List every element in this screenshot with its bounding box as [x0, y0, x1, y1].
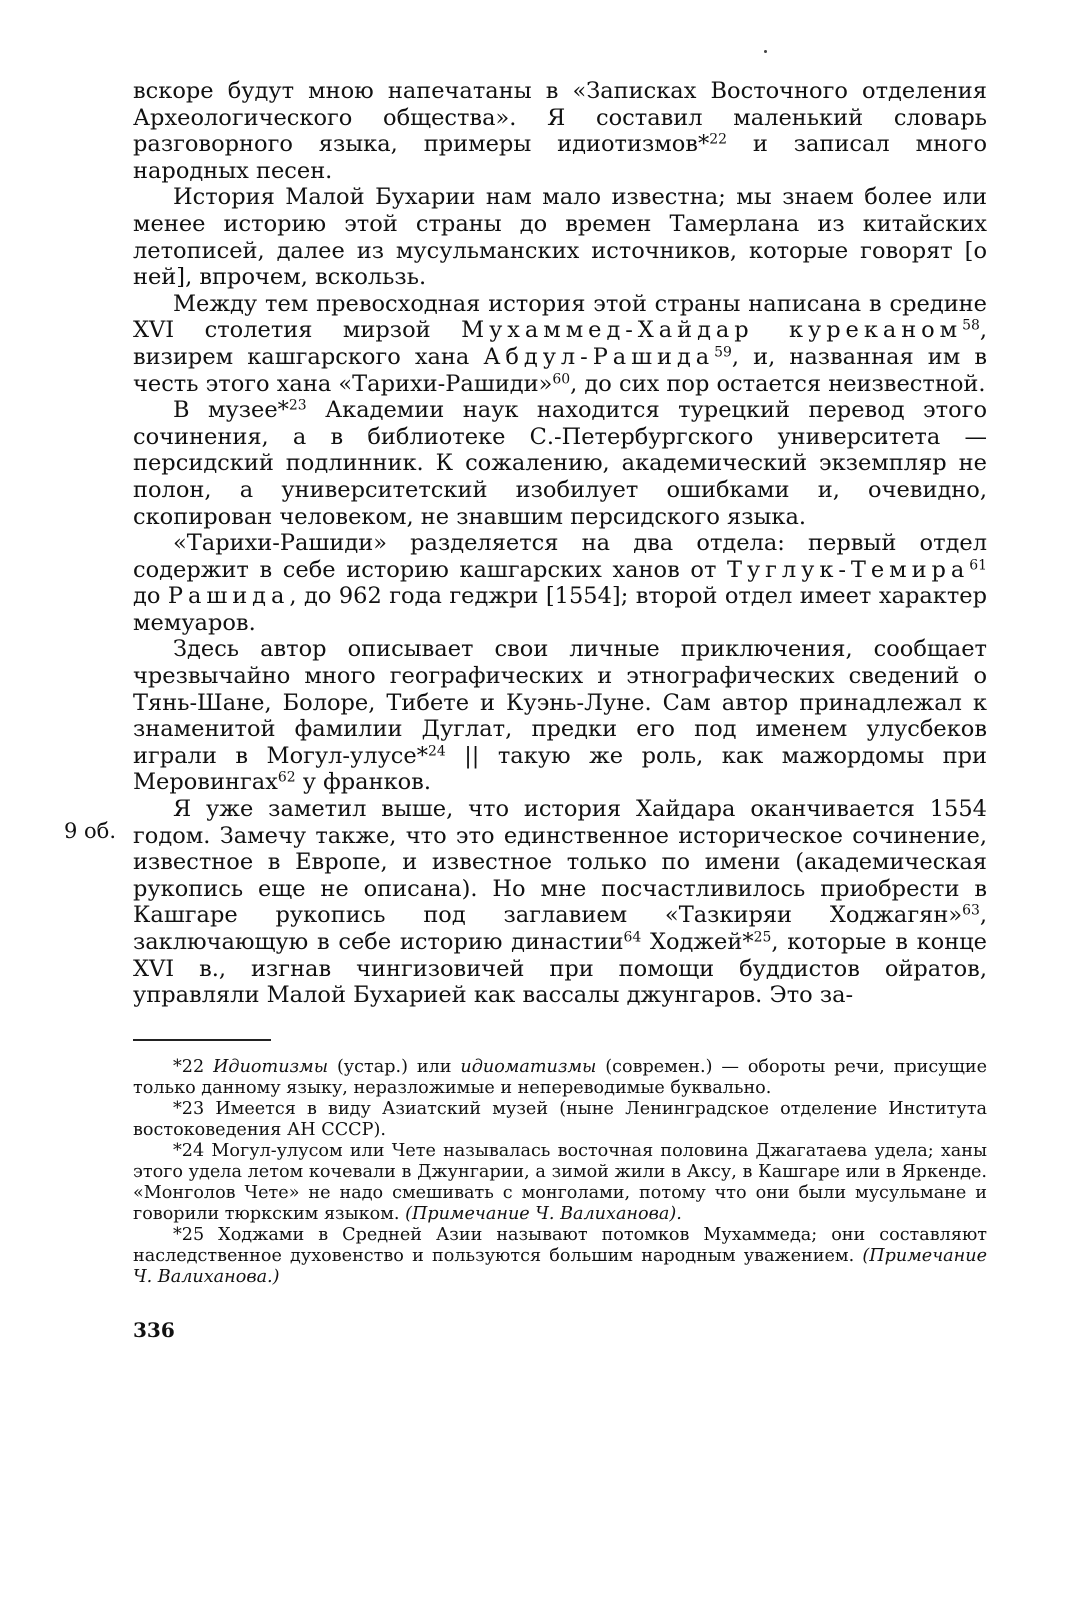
footnote-ref: 59 — [714, 344, 732, 361]
spaced-name: Мухаммед-Хайдар куреканом — [461, 317, 963, 344]
paragraph: Между тем превосходная история этой страны написана в средине XVI столетия мирзой Мухаммед-Хайдар куреканом$^{58}$, визирем кашгарского хана Абдул-Рашида$^{59}$, и, названная им в честь этого хана «Тарихи-Рашиди»$^{60}$, до сих пор остается неизвестной. — [133, 290, 988, 397]
footnote-mark: *25 — [173, 1224, 205, 1245]
footnote: *24 Могул-улусом или Чете называлась восточная половина Джагатаева удела; ханы этого удела летом кочевали в Джунгарии, а зимой жили в Аксу, в Кашгаре или в Яркенде. «Монголов Чете» не надо смешивать с монголами, потому что они были мусульмане и говорили тюркским языком. (Примечание Ч. Валиханова). — [133, 1140, 987, 1224]
paragraph: вскоре будут мною напечатаны в «Записках Восточного отделения Археологического общества». Я составил маленький словарь разговорного языка, примеры идиотизмов*$^{22}$ и записал много народных песен. — [133, 78, 987, 184]
footnote-ref: 61 — [969, 557, 987, 574]
footnote: *23 Имеется в виду Азиатский музей (ныне Ленинградское отделение Института востоковедения АН СССР). — [133, 1098, 987, 1140]
spaced-name: Рашида — [167, 583, 290, 610]
footnote-ref: 60 — [552, 370, 571, 387]
margin-note: 9 об. — [64, 819, 116, 843]
paragraph: История Малой Бухарии нам мало известна; мы знаем более или менее историю этой страны до времен Тамерлана из китайских летописей, далее из мусульманских источников, которые говорят [о ней], впрочем, вскользь. — [133, 184, 987, 291]
footnote-ref: 63 — [962, 902, 980, 919]
footnotes — [133, 1057, 987, 1288]
footnote-ref: 22 — [709, 131, 727, 148]
footnote-ref: 25 — [753, 929, 772, 946]
footnote-ref: 24 — [427, 743, 446, 760]
footnote-ref: 64 — [623, 929, 642, 946]
footnote-mark: *22 — [173, 1056, 205, 1077]
print-speck — [764, 50, 767, 53]
footnote-ref: 58 — [962, 317, 980, 334]
footnote-divider — [133, 1039, 271, 1041]
paragraph: Я уже заметил выше, что история Хайдара оканчивается 1554 годом. Замечу также, что это единственное историческое сочинение, известное в Европе, и известное только по имени (академическая рукопись еще не описана). Но мне посчастливилось приобрести в Кашгаре рукопись под заглавием «Тазкиряи Ходжагян»$^{63}$, заключающую в себе историю династии$^{64}$ Ходжей*$^{25}$, которые в конце XVI в., изгнав чингизовичей при помощи буддистов ойратов, управляли Малой Бухарией как вассалы джунгаров. Это за- — [133, 796, 987, 1009]
footnote-mark: *24 — [173, 1140, 205, 1161]
footnote: *25 Ходжами в Средней Азии называют потомков Мухаммеда; они составляют наследственное духовенство и пользуются большим народным уважением. (Примечание Ч. Валиханова.) — [133, 1224, 987, 1287]
footnote-ref: 62 — [277, 769, 296, 786]
spaced-name: Абдул-Рашида — [483, 343, 715, 370]
page-number: 336 — [133, 1317, 175, 1342]
main-text — [133, 78, 987, 1009]
paragraph: В музее*$^{23}$ Академии наук находится турецкий перевод этого сочинения, а в библиотеке С.-Петербургского университета — персидский подлинник. К сожалению, академический экземпляр не полон, а университетский изобилует ошибками и, очевидно, скопирован человеком, не знавшим персидского языка. — [133, 397, 987, 530]
paragraph: Здесь автор описывает свои личные приключения, сообщает чрезвычайно много географических и этнографических сведений о Тянь-Шане, Болоре, Тибете и Куэнь-Луне. Сам автор принадлежал к знаменитой фамилии Дуглат, предки его под именем улусбеков играли в Могул-улусе*$^{24}$ || такую же роль, как мажордомы при Меровингах$^{62}$ у франков. — [133, 636, 987, 796]
spaced-name: Туглук-Темира — [727, 556, 970, 583]
footnote-mark: *23 — [173, 1098, 205, 1119]
paragraph: «Тарихи-Рашиди» разделяется на два отдела: первый отдел содержит в себе историю кашгарских ханов от Туглук-Темира$^{61}$ до Рашида, до 962 года геджри [1554]; второй отдел имеет характер мемуаров. — [133, 530, 987, 636]
footnote-ref: 23 — [288, 397, 307, 414]
footnote: *22 Идиотизмы (устар.) или идиоматизмы (современ.) — обороты речи, присущие только данному языку, неразложимые и непереводимые буквально. — [133, 1056, 988, 1098]
page — [133, 78, 987, 1342]
